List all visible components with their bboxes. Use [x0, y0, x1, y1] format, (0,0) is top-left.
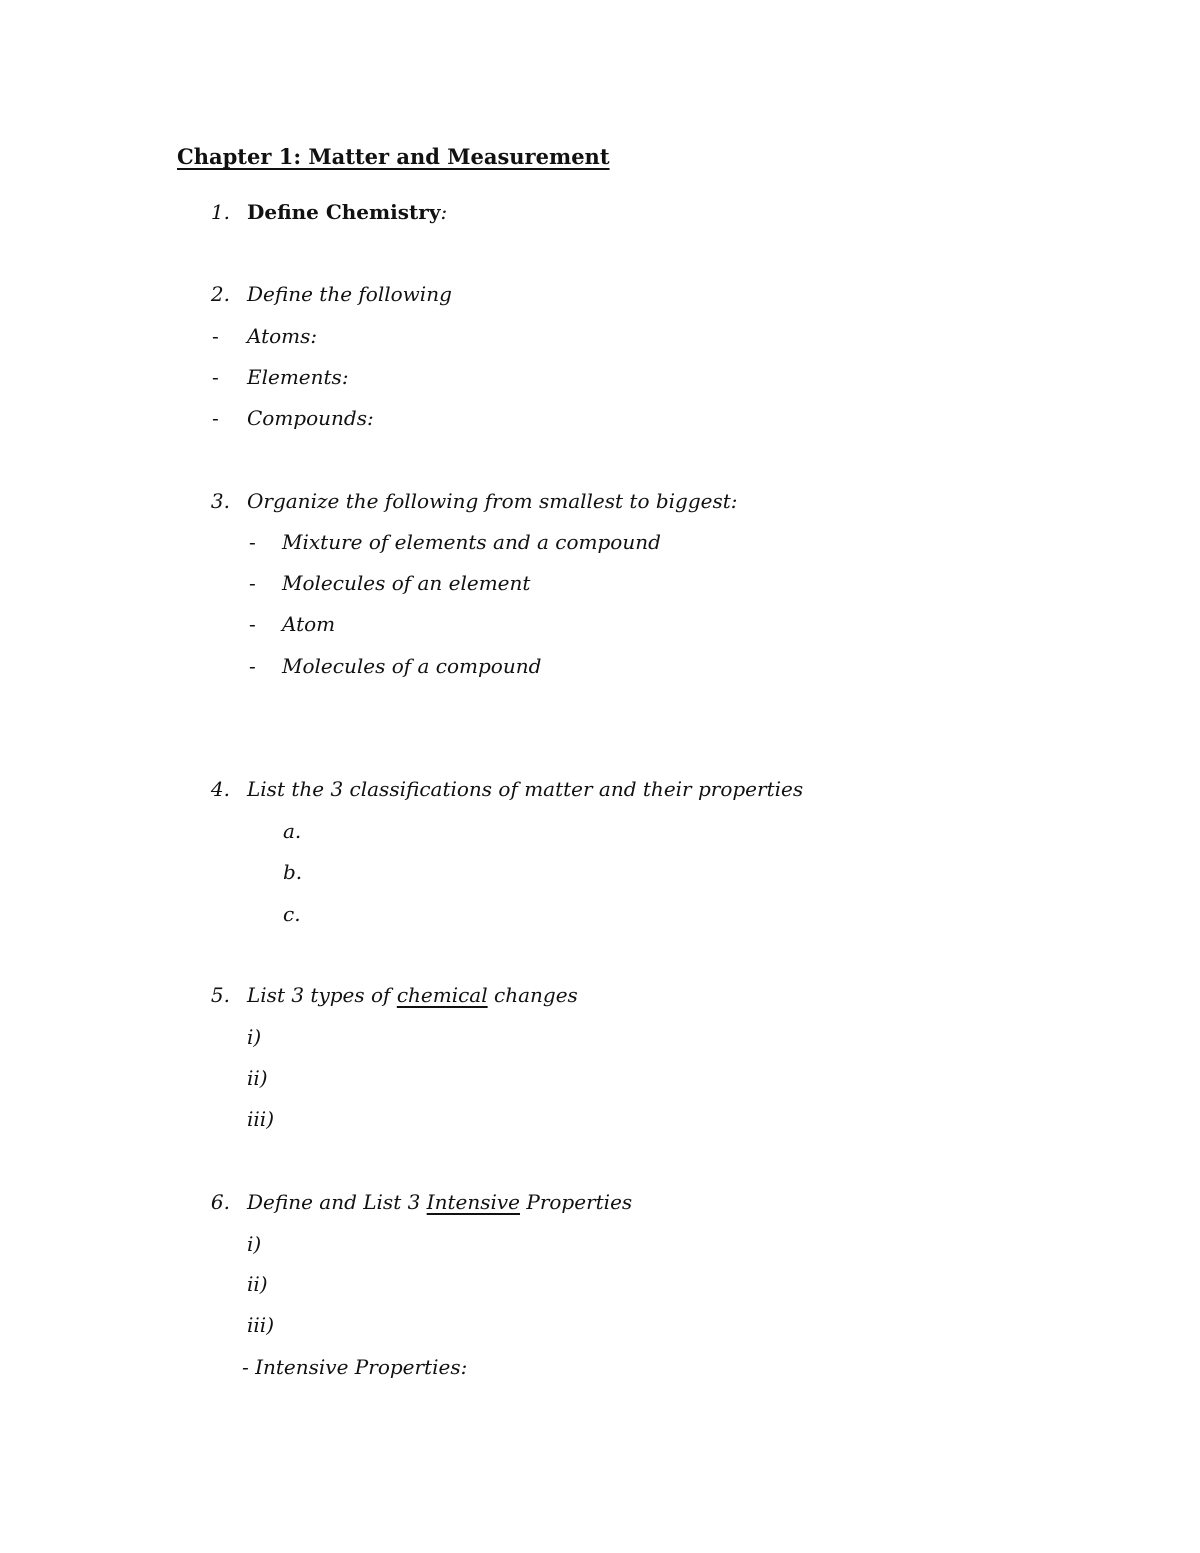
q5-text-before: List 3 types of	[247, 983, 397, 1007]
q6-prompt	[247, 1192, 632, 1212]
q6-item-iii: iii)	[247, 1313, 274, 1337]
q5-item-i: i)	[247, 1025, 262, 1049]
q1-text: Define Chemistry	[247, 200, 441, 224]
q1-colon: :	[440, 200, 448, 224]
q5-item-iii: iii)	[247, 1107, 274, 1131]
q5-text-underlined: chemical	[396, 983, 488, 1007]
q3-number: 3.	[210, 489, 230, 513]
page-title: Chapter 1: Matter and Measurement	[177, 144, 610, 169]
q4-number: 4.	[210, 777, 230, 801]
q3-bullet: -	[249, 654, 256, 678]
q6-text-before: Define and List 3	[247, 1190, 427, 1214]
q6-text-after: Properties	[520, 1190, 633, 1214]
q2-bullet: -	[212, 324, 219, 348]
q2-item-atoms: Atoms:	[247, 324, 318, 348]
q5-item-ii: ii)	[247, 1066, 268, 1090]
q2-text: Define the following	[247, 282, 452, 306]
q3-text: Organize the following from smallest to biggest:	[247, 489, 738, 513]
q1-number: 1.	[210, 200, 230, 224]
q6-item-ii: ii)	[247, 1272, 268, 1296]
q3-item: Atom	[282, 612, 336, 636]
q3-item: Molecules of an element	[282, 571, 531, 595]
q4-text: List the 3 classifications of matter and their properties	[247, 777, 804, 801]
q6-number: 6.	[210, 1190, 230, 1214]
q4-item-a: a.	[283, 819, 302, 843]
q3-bullet: -	[249, 530, 256, 554]
q2-number: 2.	[210, 282, 230, 306]
q3-bullet: -	[249, 612, 256, 636]
q3-bullet: -	[249, 571, 256, 595]
q5-prompt	[247, 985, 578, 1005]
q4-item-b: b.	[283, 860, 303, 884]
q6-text-underlined: Intensive	[426, 1190, 521, 1214]
q5-text-after: changes	[487, 983, 578, 1007]
q2-item-elements: Elements:	[247, 365, 349, 389]
q1-prompt	[247, 202, 447, 222]
q5-number: 5.	[210, 983, 230, 1007]
q4-item-c: c.	[283, 902, 301, 926]
q2-bullet: -	[212, 406, 219, 430]
q6-note: - Intensive Properties:	[242, 1355, 468, 1379]
q2-bullet: -	[212, 365, 219, 389]
q3-item: Mixture of elements and a compound	[282, 530, 661, 554]
q6-item-i: i)	[247, 1232, 262, 1256]
q2-item-compounds: Compounds:	[247, 406, 374, 430]
q3-item: Molecules of a compound	[282, 654, 542, 678]
